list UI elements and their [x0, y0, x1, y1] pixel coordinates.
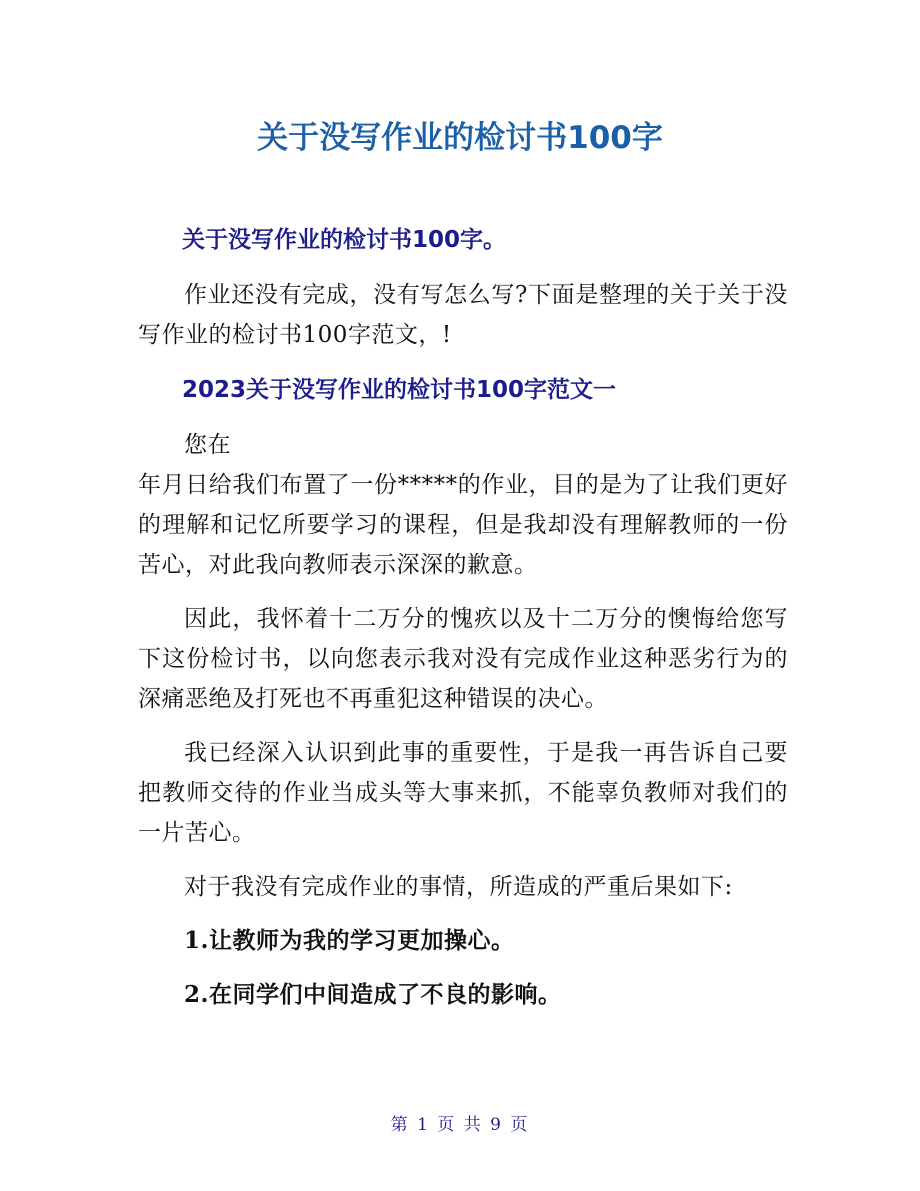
paragraph-2: 因此，我怀着十二万分的愧疚以及十二万分的懊悔给您写下这份检讨书，以向您表示我对没有完成作业这种恶劣行为的深痛恶绝及打死也不再重犯这种错误的决心。: [138, 606, 788, 712]
paragraph-1: 年月日给我们布置了一份*****的作业，目的是为了让我们更好的理解和记忆所要学习的课程，但是我却没有理解教师的一份苦心，对此我向教师表示深深的歉意。: [138, 472, 788, 578]
paragraph-3: 我已经深入认识到此事的重要性，于是我一再告诉自己要把教师交待的作业当成头等大事来抓，不能辜负教师对我们的一片苦心。: [138, 740, 788, 846]
intro-paragraph: 作业还没有完成，没有写怎么写?下面是整理的关于关于没写作业的检讨书100字范文，!: [138, 282, 788, 348]
document-body: [138, 219, 788, 1029]
section-heading-2: 2023关于没写作业的检讨书100字范文一: [182, 377, 617, 403]
paragraph-4: 对于我没有完成作业的事情，所造成的严重后果如下:: [184, 874, 733, 900]
section-heading-1: 关于没写作业的检讨书100字。: [182, 227, 507, 253]
list-item-2: 2.在同学们中间造成了不良的影响。: [184, 981, 562, 1008]
document-title: 关于没写作业的检讨书100字: [257, 120, 663, 156]
list-item-1: 1.让教师为我的学习更加操心。: [184, 927, 515, 954]
page-number-footer: 第 1 页 共 9 页: [390, 1115, 530, 1135]
salutation: 您在: [184, 432, 231, 458]
